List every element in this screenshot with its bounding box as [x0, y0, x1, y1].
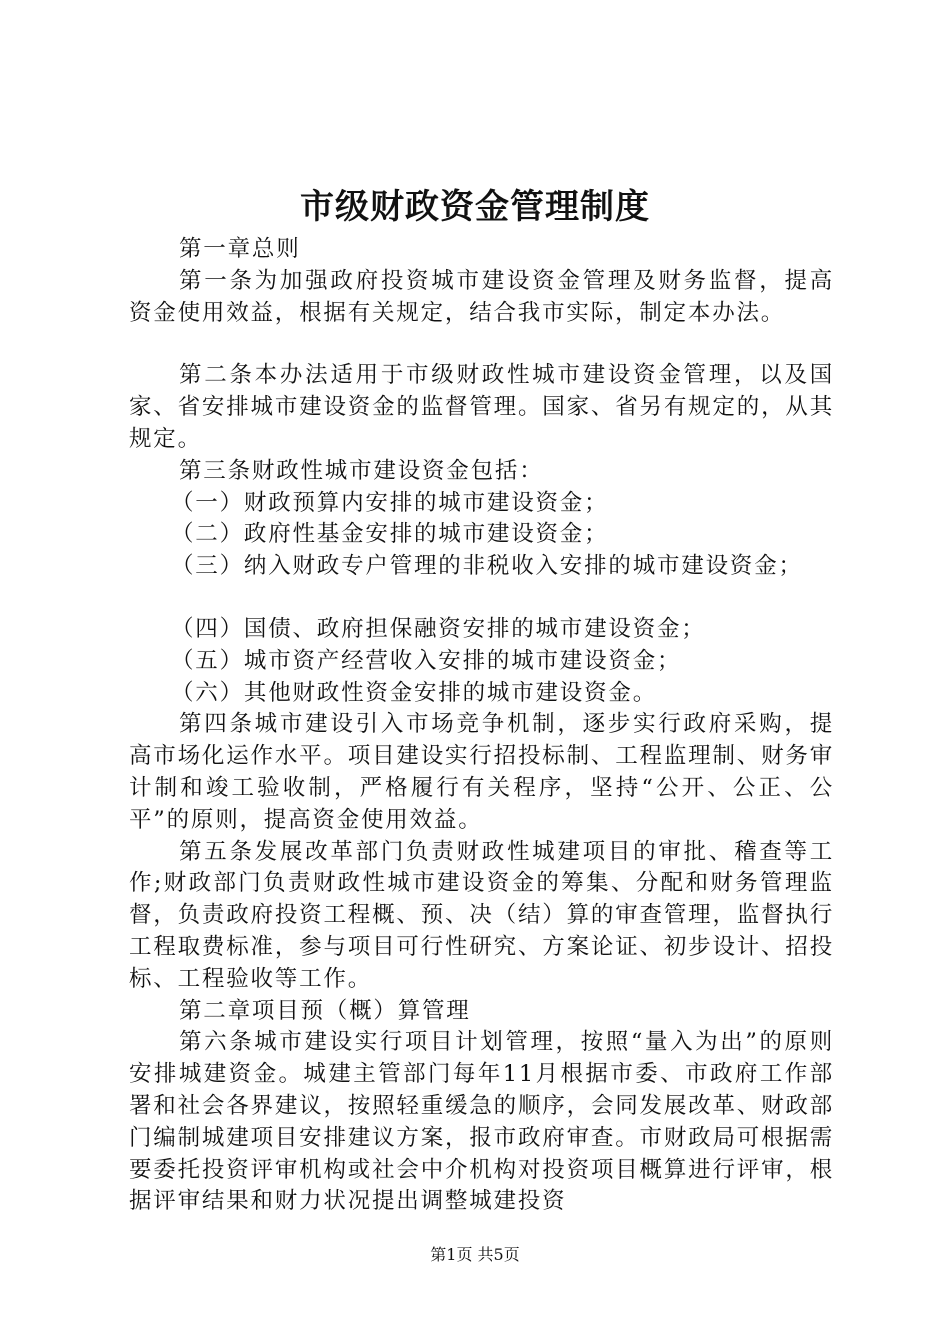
article-paragraph: 第六条城市建设实行项目计划管理，按照“量入为出”的原则安排城建资金。城建主管部门每年11月根据市委、市政府工作部署和社会各界建议，按照轻重缓急的顺序，会同发展改革、财政部门编制城建项目安排建议方案，报市政府审查。市财政局可根据需要委托投资评审机构或社会中介机构对投资项目概算进行评审，根据评审结果和财力状况提出调整城建投资	[129, 1029, 834, 1215]
chapter-heading: 第二章项目预（概）算管理	[179, 997, 471, 1024]
list-item: （三）纳入财政专户管理的非税收入安排的城市建设资金；	[171, 553, 803, 580]
list-item: （六）其他财政性资金安排的城市建设资金。	[171, 679, 658, 706]
list-item: （一）财政预算内安排的城市建设资金；	[171, 489, 609, 516]
document-title: 市级财政资金管理制度	[300, 187, 650, 227]
page-number-footer: 第1页 共5页	[430, 1245, 520, 1264]
list-item: （五）城市资产经营收入安排的城市建设资金；	[171, 647, 682, 674]
article-paragraph: 第四条城市建设引入市场竞争机制，逐步实行政府采购，提高市场化运作水平。项目建设实行招投标制、工程监理制、财务审计制和竣工验收制，严格履行有关程序，坚持“公开、公正、公平”的原则，提高资金使用效益。	[129, 711, 834, 833]
article-paragraph: 第五条发展改革部门负责财政性城建项目的审批、稽查等工作;财政部门负责财政性城市建设资金的筹集、分配和财务管理监督，负责政府投资工程概、预、决（结）算的审查管理，监督执行工程取费标准，参与项目可行性研究、方案论证、初步设计、招投标、工程验收等工作。	[129, 838, 834, 992]
article-paragraph: 第二条本办法适用于市级财政性城市建设资金管理，以及国家、省安排城市建设资金的监督管理。国家、省另有规定的，从其规定。	[129, 362, 834, 452]
document-body	[129, 234, 834, 1218]
list-item: （二）政府性基金安排的城市建设资金；	[171, 521, 609, 548]
list-item: （四）国债、政府担保融资安排的城市建设资金；	[171, 615, 706, 642]
article-paragraph: 第三条财政性城市建设资金包括：	[179, 457, 544, 484]
chapter-heading: 第一章总则	[179, 236, 301, 262]
article-paragraph: 第一条为加强政府投资城市建设资金管理及财务监督，提高资金使用效益，根据有关规定，结合我市实际，制定本办法。	[129, 267, 834, 326]
